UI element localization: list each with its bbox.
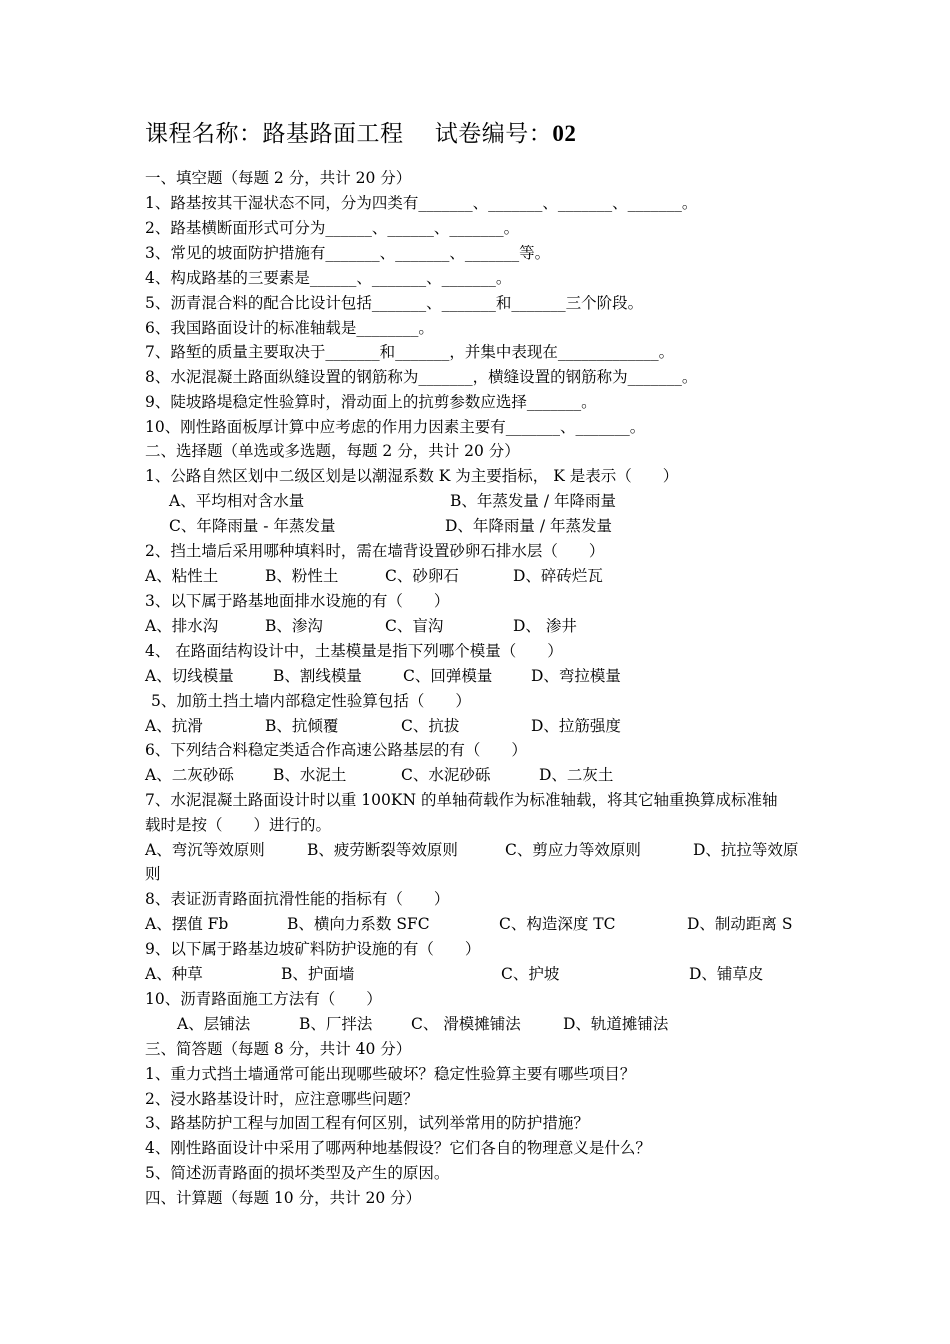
option: C、盲沟	[385, 617, 444, 635]
section-3-heading: 三、简答题（每题 8 分，共计 40 分）	[145, 1040, 412, 1058]
choice-1-options-row-1	[145, 491, 825, 511]
option: D、抗拉等效原	[693, 841, 799, 859]
option: A、弯沉等效原则	[145, 841, 265, 859]
section-4-heading: 四、计算题（每题 10 分，共计 20 分）	[145, 1189, 422, 1207]
option: C、 滑模摊铺法	[411, 1015, 521, 1033]
option: B、横向力系数 SFC	[287, 915, 430, 933]
short-answer-4: 4、刚性路面设计中采用了哪两种地基假设？它们各自的物理意义是什么？	[145, 1139, 651, 1157]
choice-question-5: 5、加筋土挡土墙内部稳定性验算包括（ ）	[151, 692, 471, 710]
option: D、碎砖烂瓦	[513, 567, 603, 585]
option: C、抗拔	[401, 717, 460, 735]
option: D、铺草皮	[689, 965, 764, 983]
fill-question-3: 3、常见的坡面防护措施有_______、_______、_______等。	[145, 244, 551, 262]
fill-question-5: 5、沥青混合料的配合比设计包括_______、_______和_______三个阶段。	[145, 294, 644, 312]
short-answer-1: 1、重力式挡土墙通常可能出现哪些破坏？稳定性验算主要有哪些项目？	[145, 1065, 636, 1083]
option: C、年降雨量 - 年蒸发量	[169, 517, 336, 535]
choice-question-8: 8、表证沥青路面抗滑性能的指标有（ ）	[145, 890, 450, 908]
fill-question-8: 8、水泥混凝土路面纵缝设置的钢筋称为_______，横缝设置的钢筋称为_______。	[145, 368, 698, 386]
course-title-text: 课程名称：路基路面工程 试卷编号：	[145, 121, 553, 147]
option: B、割线模量	[273, 667, 362, 685]
fill-question-1: 1、路基按其干湿状态不同，分为四类有_______、_______、_______、_______。	[145, 194, 698, 212]
fill-question-2: 2、路基横断面形式可分为______、______、_______。	[145, 219, 520, 237]
option: B、水泥土	[273, 766, 347, 784]
option: A、平均相对含水量	[169, 492, 305, 510]
option: B、疲劳断裂等效原则	[307, 841, 458, 859]
choice-question-10: 10、沥青路面施工方法有（ ）	[145, 990, 382, 1008]
option: C、回弹模量	[403, 667, 493, 685]
option: C、水泥砂砾	[401, 766, 491, 784]
option: C、剪应力等效原则	[505, 841, 641, 859]
choice-1-options-row-2	[145, 516, 825, 536]
option: C、护坡	[501, 965, 560, 983]
choice-question-7-line-2: 载时是按（ ）进行的。	[145, 816, 332, 834]
choice-5-options	[145, 716, 825, 736]
short-answer-3: 3、路基防护工程与加固工程有何区别，试列举常用的防护措施？	[145, 1114, 589, 1132]
option: A、抗滑	[145, 717, 203, 735]
option: A、摆值 Fb	[145, 915, 229, 933]
option: A、层铺法	[177, 1015, 251, 1033]
choice-question-2: 2、挡土墙后采用哪种填料时，需在墙背设置砂卵石排水层（ ）	[145, 542, 605, 560]
option: D、年降雨量 / 年蒸发量	[445, 517, 613, 535]
option: A、排水沟	[145, 617, 219, 635]
choice-7-options	[145, 840, 825, 860]
choice-2-options	[145, 566, 825, 586]
option: D、二灰土	[539, 766, 614, 784]
choice-8-options	[145, 914, 825, 934]
short-answer-2: 2、浸水路基设计时，应注意哪些问题？	[145, 1090, 419, 1108]
choice-9-options	[145, 964, 825, 984]
option: B、护面墙	[281, 965, 355, 983]
choice-question-9: 9、以下属于路基边坡矿料防护设施的有（ ）	[145, 940, 481, 958]
option: D、制动距离 S	[687, 915, 793, 933]
page-title	[145, 115, 576, 148]
choice-question-3: 3、以下属于路基地面排水设施的有（ ）	[145, 592, 450, 610]
choice-7-option-wrap: 则	[145, 865, 161, 883]
option: B、粉性土	[265, 567, 339, 585]
exam-code: 02	[552, 121, 577, 146]
choice-3-options	[145, 616, 825, 636]
option: D、 渗井	[513, 617, 577, 635]
fill-question-9: 9、陡坡路堤稳定性验算时，滑动面上的抗剪参数应选择_______。	[145, 393, 597, 411]
choice-question-1: 1、公路自然区划中二级区划是以潮湿系数 K 为主要指标， K 是表示（ ）	[145, 467, 679, 485]
option: A、种草	[145, 965, 203, 983]
option: A、二灰砂砾	[145, 766, 234, 784]
section-2-heading: 二、选择题（单选或多选题，每题 2 分，共计 20 分）	[145, 442, 520, 460]
choice-10-options	[145, 1014, 825, 1034]
option: D、拉筋强度	[531, 717, 621, 735]
option: B、年蒸发量 / 年降雨量	[450, 492, 616, 510]
choice-4-options	[145, 666, 825, 686]
section-1-heading: 一、填空题（每题 2 分，共计 20 分）	[145, 169, 412, 187]
fill-question-10: 10、刚性路面板厚计算中应考虑的作用力因素主要有_______、_______。	[145, 418, 646, 436]
choice-question-4: 4、 在路面结构设计中，土基模量是指下列哪个模量（ ）	[145, 642, 563, 660]
option: A、粘性土	[145, 567, 219, 585]
option: B、抗倾覆	[265, 717, 339, 735]
short-answer-5: 5、简述沥青路面的损坏类型及产生的原因。	[145, 1164, 450, 1182]
option: A、切线模量	[145, 667, 234, 685]
fill-question-7: 7、路堑的质量主要取决于_______和_______，并集中表现在_____________。	[145, 343, 675, 361]
choice-6-options	[145, 765, 825, 785]
option: C、构造深度 TC	[499, 915, 616, 933]
option: D、弯拉模量	[531, 667, 621, 685]
fill-question-6: 6、我国路面设计的标准轴载是________。	[145, 319, 434, 337]
option: B、渗沟	[265, 617, 323, 635]
option: B、厂拌法	[299, 1015, 373, 1033]
option: D、轨道摊铺法	[563, 1015, 669, 1033]
choice-question-7-line-1: 7、水泥混凝土路面设计时以重 100KN 的单轴荷载作为标准轴载，将其它轴重换算成标准轴	[145, 791, 778, 809]
choice-question-6: 6、下列结合料稳定类适合作高速公路基层的有（ ）	[145, 741, 527, 759]
option: C、砂卵石	[385, 567, 459, 585]
fill-question-4: 4、构成路基的三要素是______、_______、_______。	[145, 269, 512, 287]
